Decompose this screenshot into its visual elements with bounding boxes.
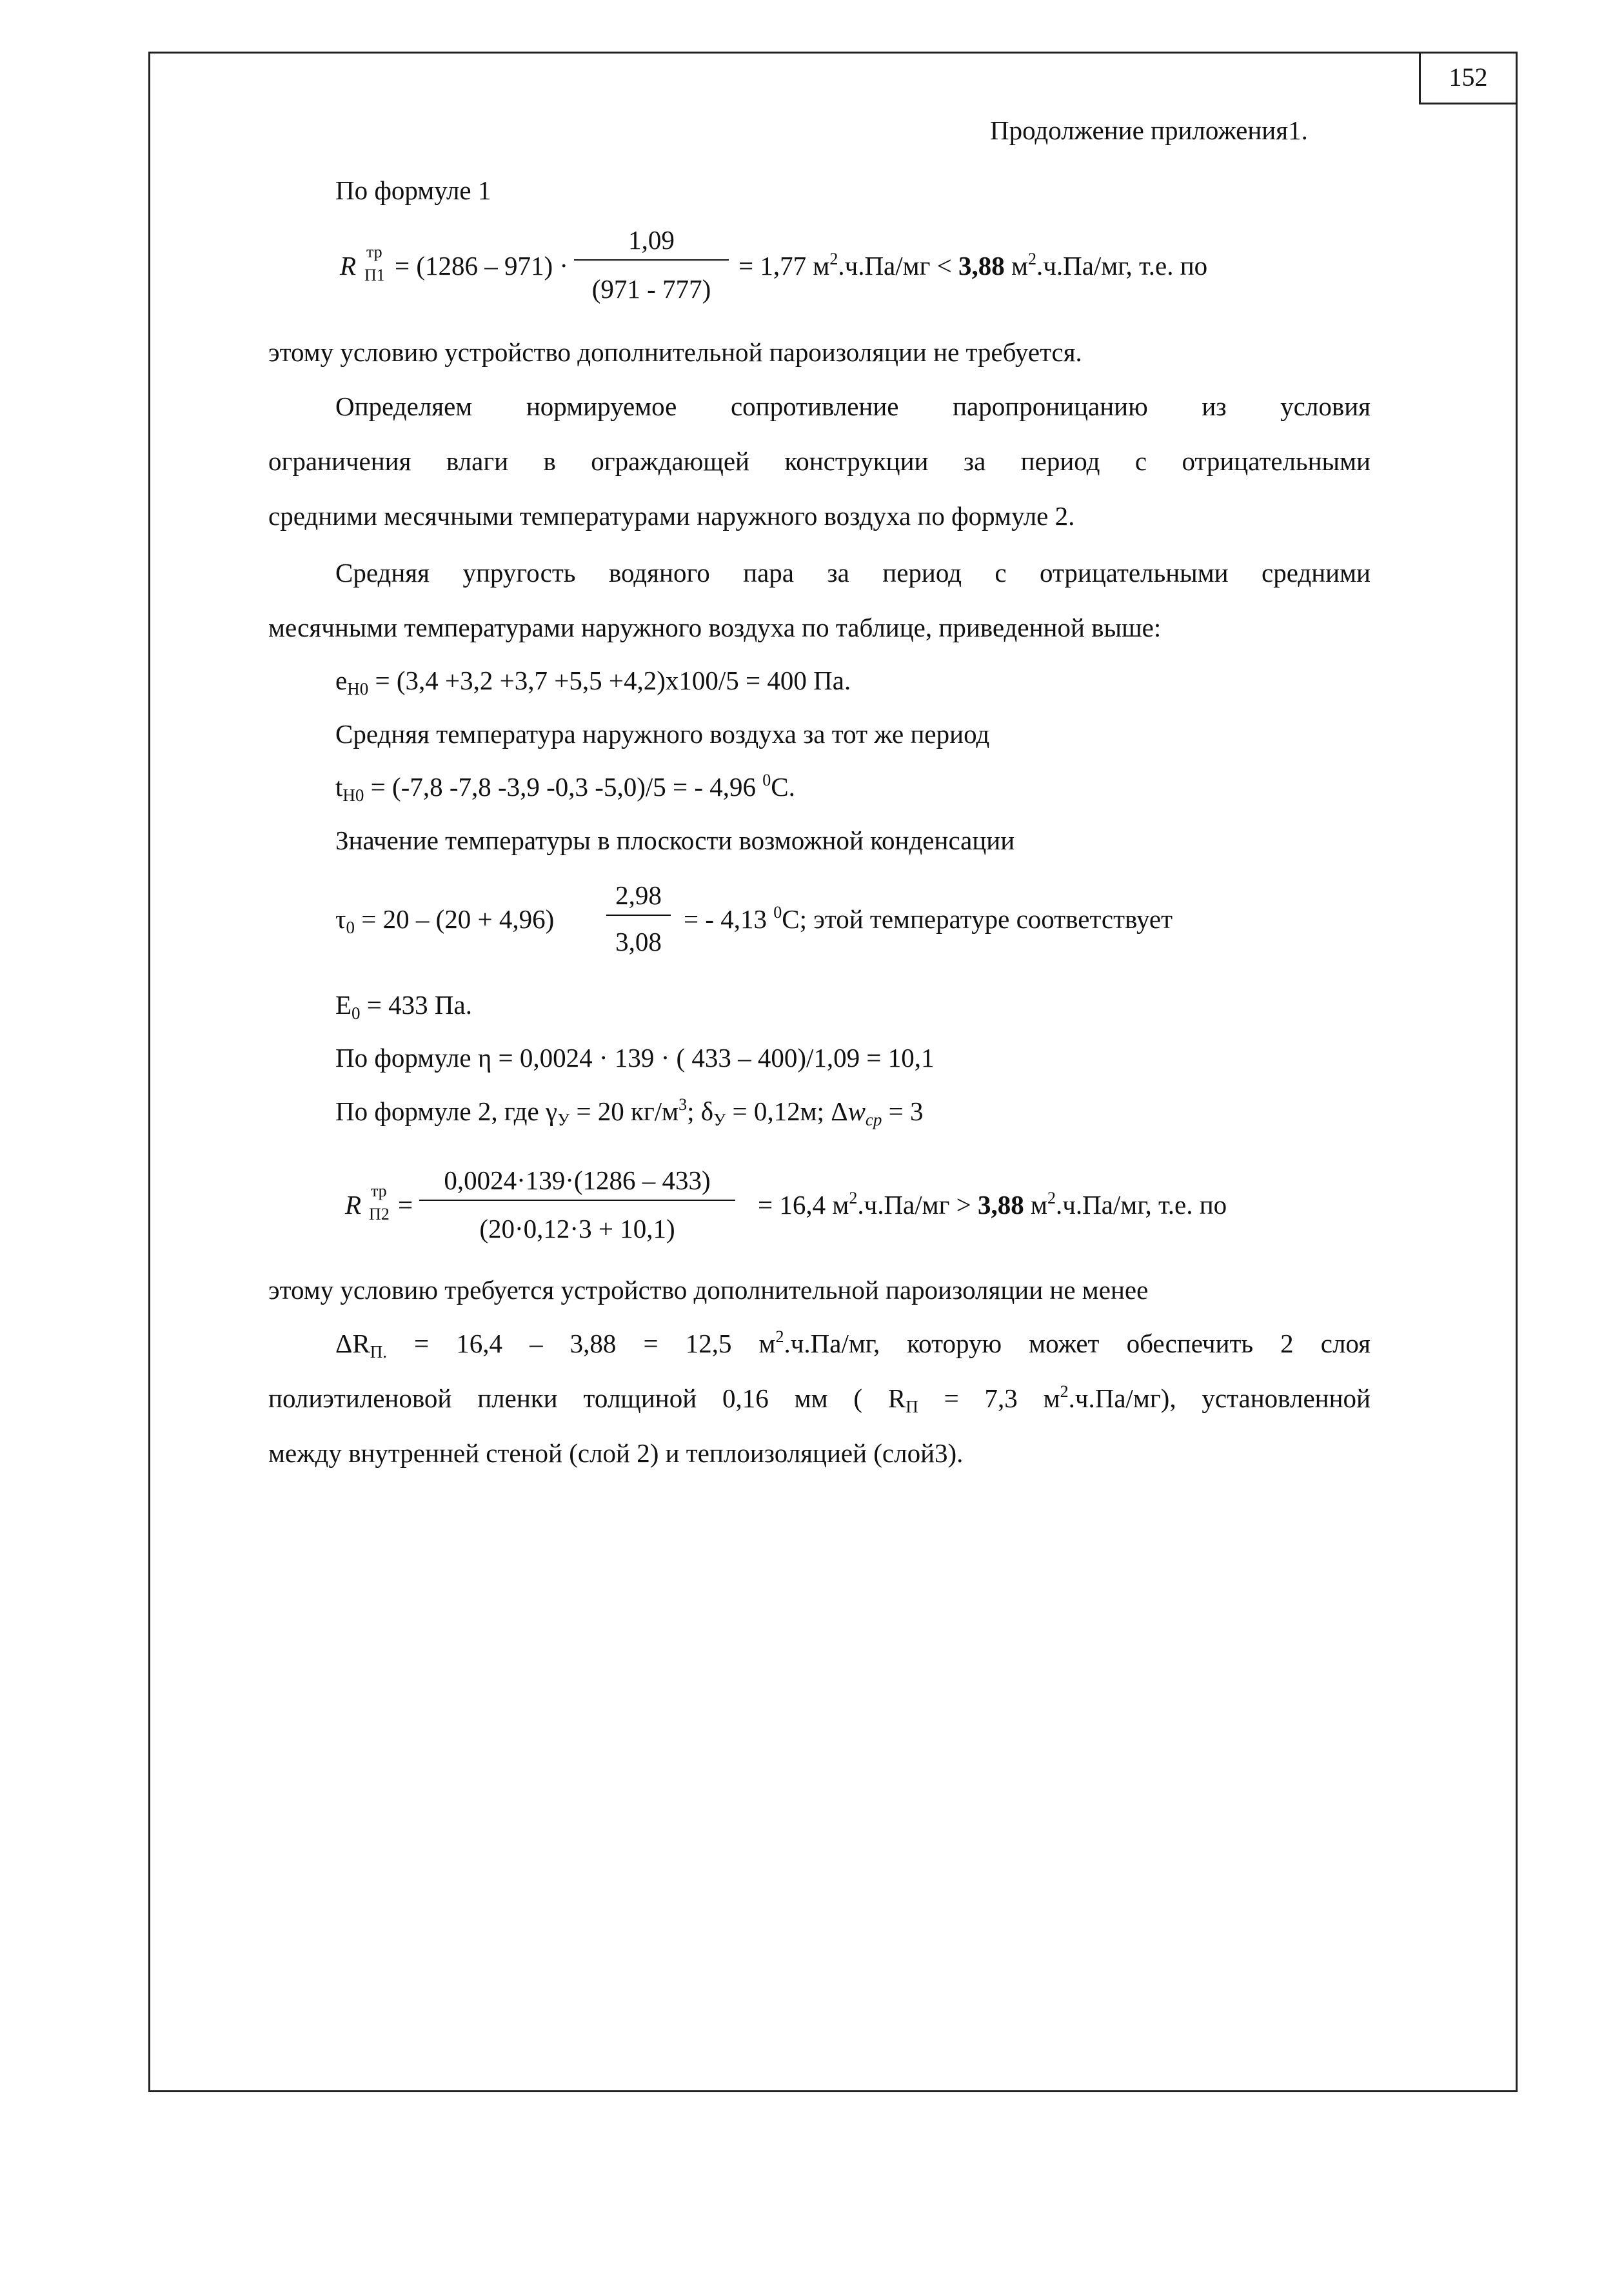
t-h0-line: tН0 = (-7,8 -7,8 -3,9 -0,3 -5,0)/5 = - 4,96 $^0$С. [335,771,795,805]
page-number: 152 [1419,52,1516,104]
t-intro: Средняя температура наружного воздуха за тот же период [335,719,990,749]
f2-fraction-bar [419,1200,735,1201]
f2-numerator: 0,0024·139·(1286 – 433) [444,1165,711,1195]
E0-line: E0 = 433 Па. [335,990,472,1023]
f2-lhs: R [345,1190,362,1220]
formula2-intro: По формуле 2, где γУ = 20 $кг/м^3$; δУ = 0,12м; Δwср = 3 [335,1095,924,1129]
tau-lhs: τ0 = 20 – (20 + 4,96) [335,904,555,937]
paragraph-2-line-3: средними месячными температурами наружного воздуха по формуле 2. [268,501,1075,531]
eta-line: По формуле η = 0,0024 · 139 · ( 433 – 400)/1,09 = 10,1 [335,1043,935,1073]
f1-lhs-sup: тр [366,242,382,261]
tau-result: = - 4,13 $^0$С; этой температуре соответствует [684,903,1173,934]
paragraph-1: этому условию устройство дополнительной пароизоляции не требуется. [268,337,1082,367]
paragraph-4: этому условию требуется устройство дополнительной пароизоляции не менее [268,1275,1149,1305]
page-frame-right [1516,52,1518,2092]
f1-denominator: (971 - 777) [591,274,711,304]
f2-lhs-sub: П2 [369,1205,390,1223]
paragraph-2-line-1: Определяем нормируемое сопротивление паропроницанию из условия [335,391,1371,421]
paragraph-3-line-2: месячными температурами наружного воздуха по таблице, приведенной выше: [268,613,1162,642]
f1-result: = 1,77 $м^2.ч.Па/мг < 3,88$ $м^2.ч.Па/мг$, т.е. по [738,250,1208,281]
f1-expr: = (1286 – 971) · [395,251,569,281]
tau-denominator: 3,08 [615,927,662,956]
tau-numerator: 2,98 [615,880,662,910]
f2-lhs-sup: тр [371,1182,387,1200]
f2-denominator: (20·0,12·3 + 10,1) [479,1214,675,1243]
paragraph-5-line-3: между внутренней стеной (слой 2) и теплоизоляцией (слой3). [268,1438,964,1468]
f2-equals: = [398,1190,413,1220]
tau-intro: Значение температуры в плоскости возможной конденсации [335,826,1015,855]
paragraph-3-line-1: Средняя упругость водяного пара за период с отрицательными средними [335,558,1371,588]
paragraph-2-line-2: ограничения влаги в ограждающей конструкции за период с отрицательными [268,446,1371,476]
f2-result: = 16,4 $м^2.ч.Па/мг > 3,88$ $м^2.ч.Па/мг$, т.е. по [758,1189,1227,1220]
formula1-intro: По формуле 1 [335,175,491,205]
f1-lhs: R [340,251,357,281]
e-h0-line: eН0 = (3,4 +3,2 +3,7 +5,5 +4,2)х100/5 = 400 Па. [335,666,851,698]
header-continuation: Продолжение приложения1. [990,115,1308,145]
f1-numerator: 1,09 [628,225,675,255]
f1-fraction-bar [574,259,729,261]
f1-lhs-sub: П1 [364,266,385,284]
paragraph-5-line-2: полиэтиленовой пленки толщиной 0,16 мм ( RП = 7,3 $м^2.ч.Па/мг$), установленной [268,1382,1371,1416]
paragraph-5-line-1: ΔRП. = 16,4 – 3,88 = 12,5 $м^2.ч.Па/мг$, которую может обеспечить 2 слоя [335,1327,1371,1361]
tau-fraction-bar [606,915,671,916]
